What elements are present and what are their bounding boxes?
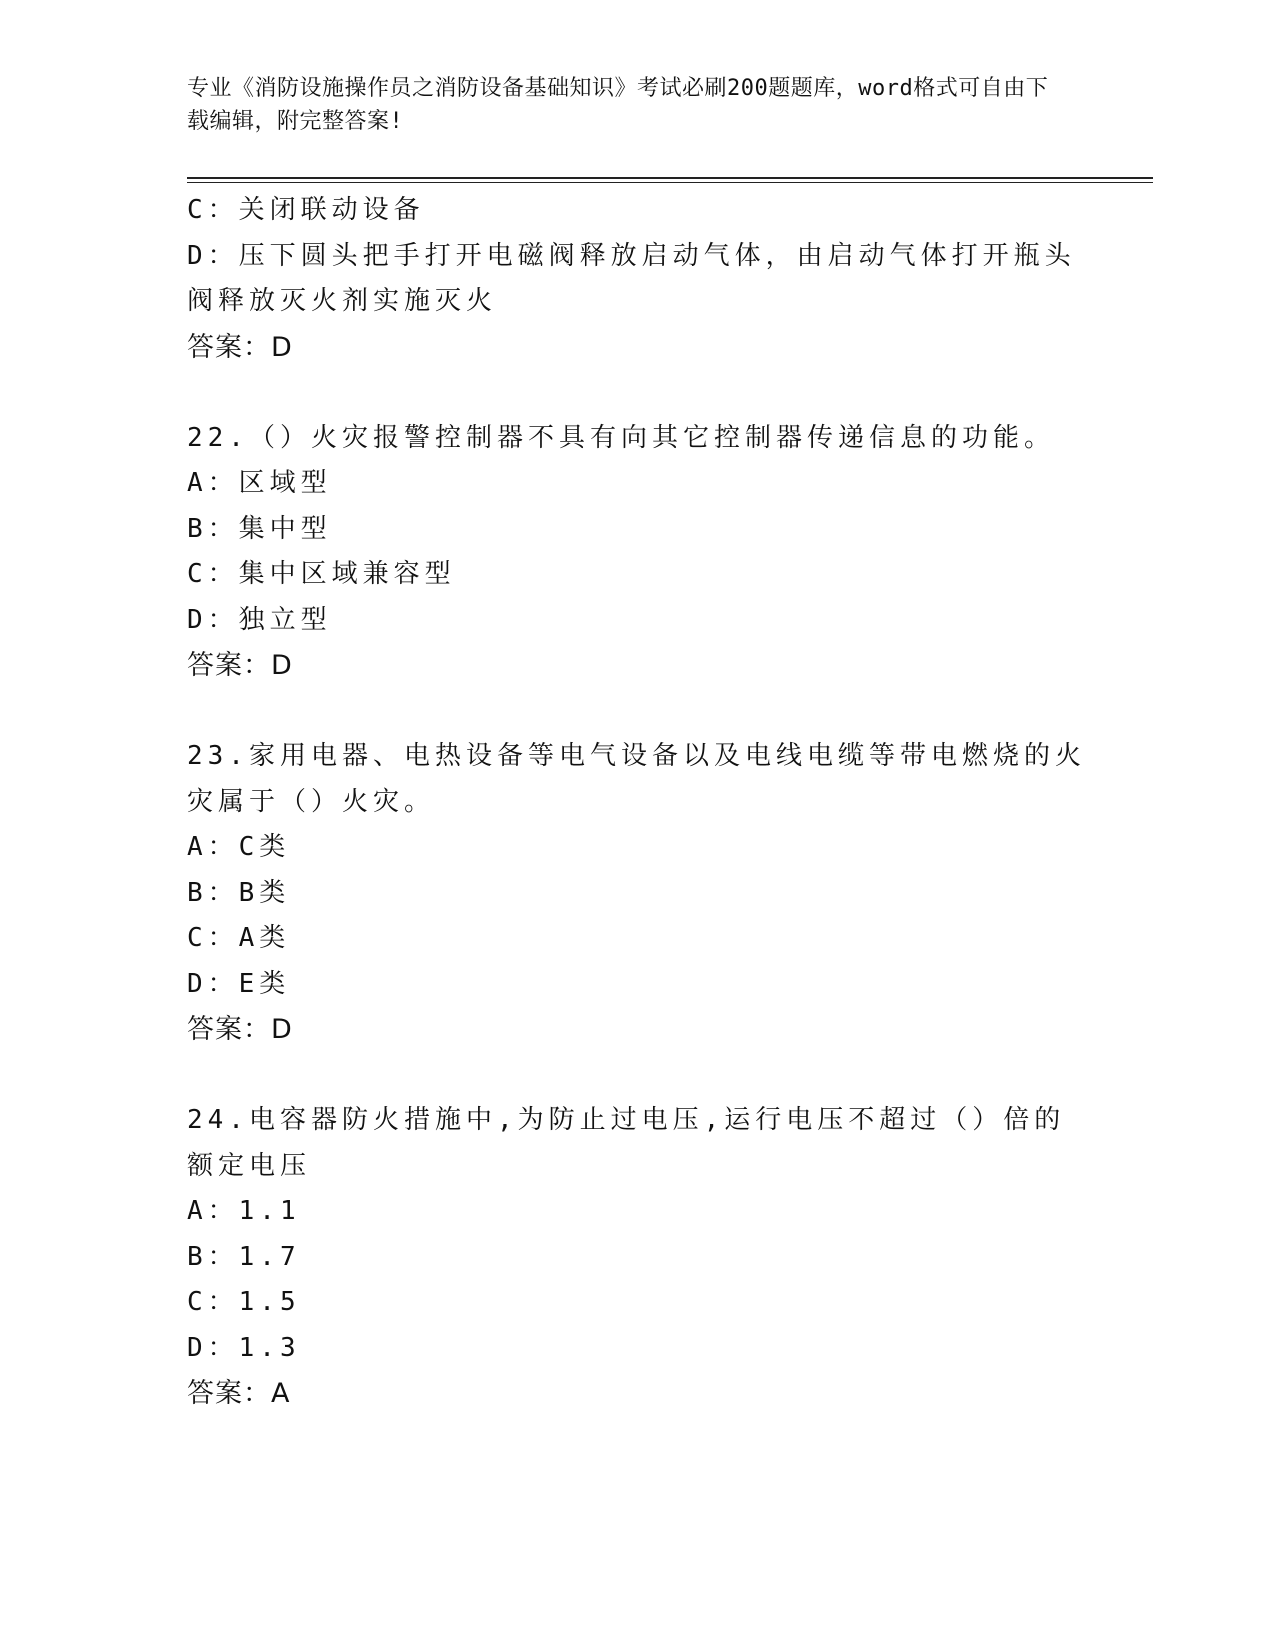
question-stem: 24.电容器防火措施中,为防止过电压,运行电压不超过（）倍的额定电压 [187, 1105, 1066, 1181]
header-divider [187, 177, 1153, 179]
question-fragment [187, 188, 1087, 370]
option-c: C：集中区域兼容型 [187, 559, 456, 589]
spacer [187, 370, 1087, 416]
spacer [187, 689, 1087, 735]
option-a: A：1.1 [187, 1196, 301, 1226]
answer-line: 答案：D [187, 1014, 293, 1045]
header-divider-thin [187, 182, 1153, 183]
answer-line: 答案：A [187, 1378, 291, 1409]
option-b: B：B类 [187, 877, 291, 908]
answer-line: 答案：D [187, 331, 293, 363]
spacer [187, 1053, 1087, 1099]
option-c: C：1.5 [187, 1287, 301, 1317]
option-d: D：1.3 [187, 1332, 301, 1363]
question-stem: 23.家用电器、电热设备等电气设备以及电线电缆等带电燃烧的火灾属于（）火灾。 [187, 741, 1086, 817]
question-24 [187, 1098, 1087, 1417]
option-b: B：1.7 [187, 1241, 301, 1272]
option-d: D：压下圆头把手打开电磁阀释放启动气体，由启动气体打开瓶头阀释放灭火剂实施灭火 [187, 240, 1076, 316]
option-d: D：E类 [187, 968, 291, 999]
page-header [187, 72, 1067, 138]
question-23 [187, 734, 1087, 1053]
option-c: C：A类 [187, 923, 291, 953]
option-c: C：关闭联动设备 [187, 195, 425, 225]
option-b: B：集中型 [187, 513, 332, 544]
option-d: D：独立型 [187, 604, 332, 635]
question-22 [187, 416, 1087, 689]
question-stem: 22.（）火灾报警控制器不具有向其它控制器传递信息的功能。 [187, 422, 1055, 453]
document-body [187, 188, 1087, 1417]
option-a: A：区域型 [187, 468, 332, 498]
answer-line: 答案：D [187, 650, 293, 681]
option-a: A：C类 [187, 832, 291, 862]
header-title: 专业《消防设施操作员之消防设备基础知识》考试必刷200题题库，word格式可自由下载编辑，附完整答案! [187, 76, 1049, 134]
